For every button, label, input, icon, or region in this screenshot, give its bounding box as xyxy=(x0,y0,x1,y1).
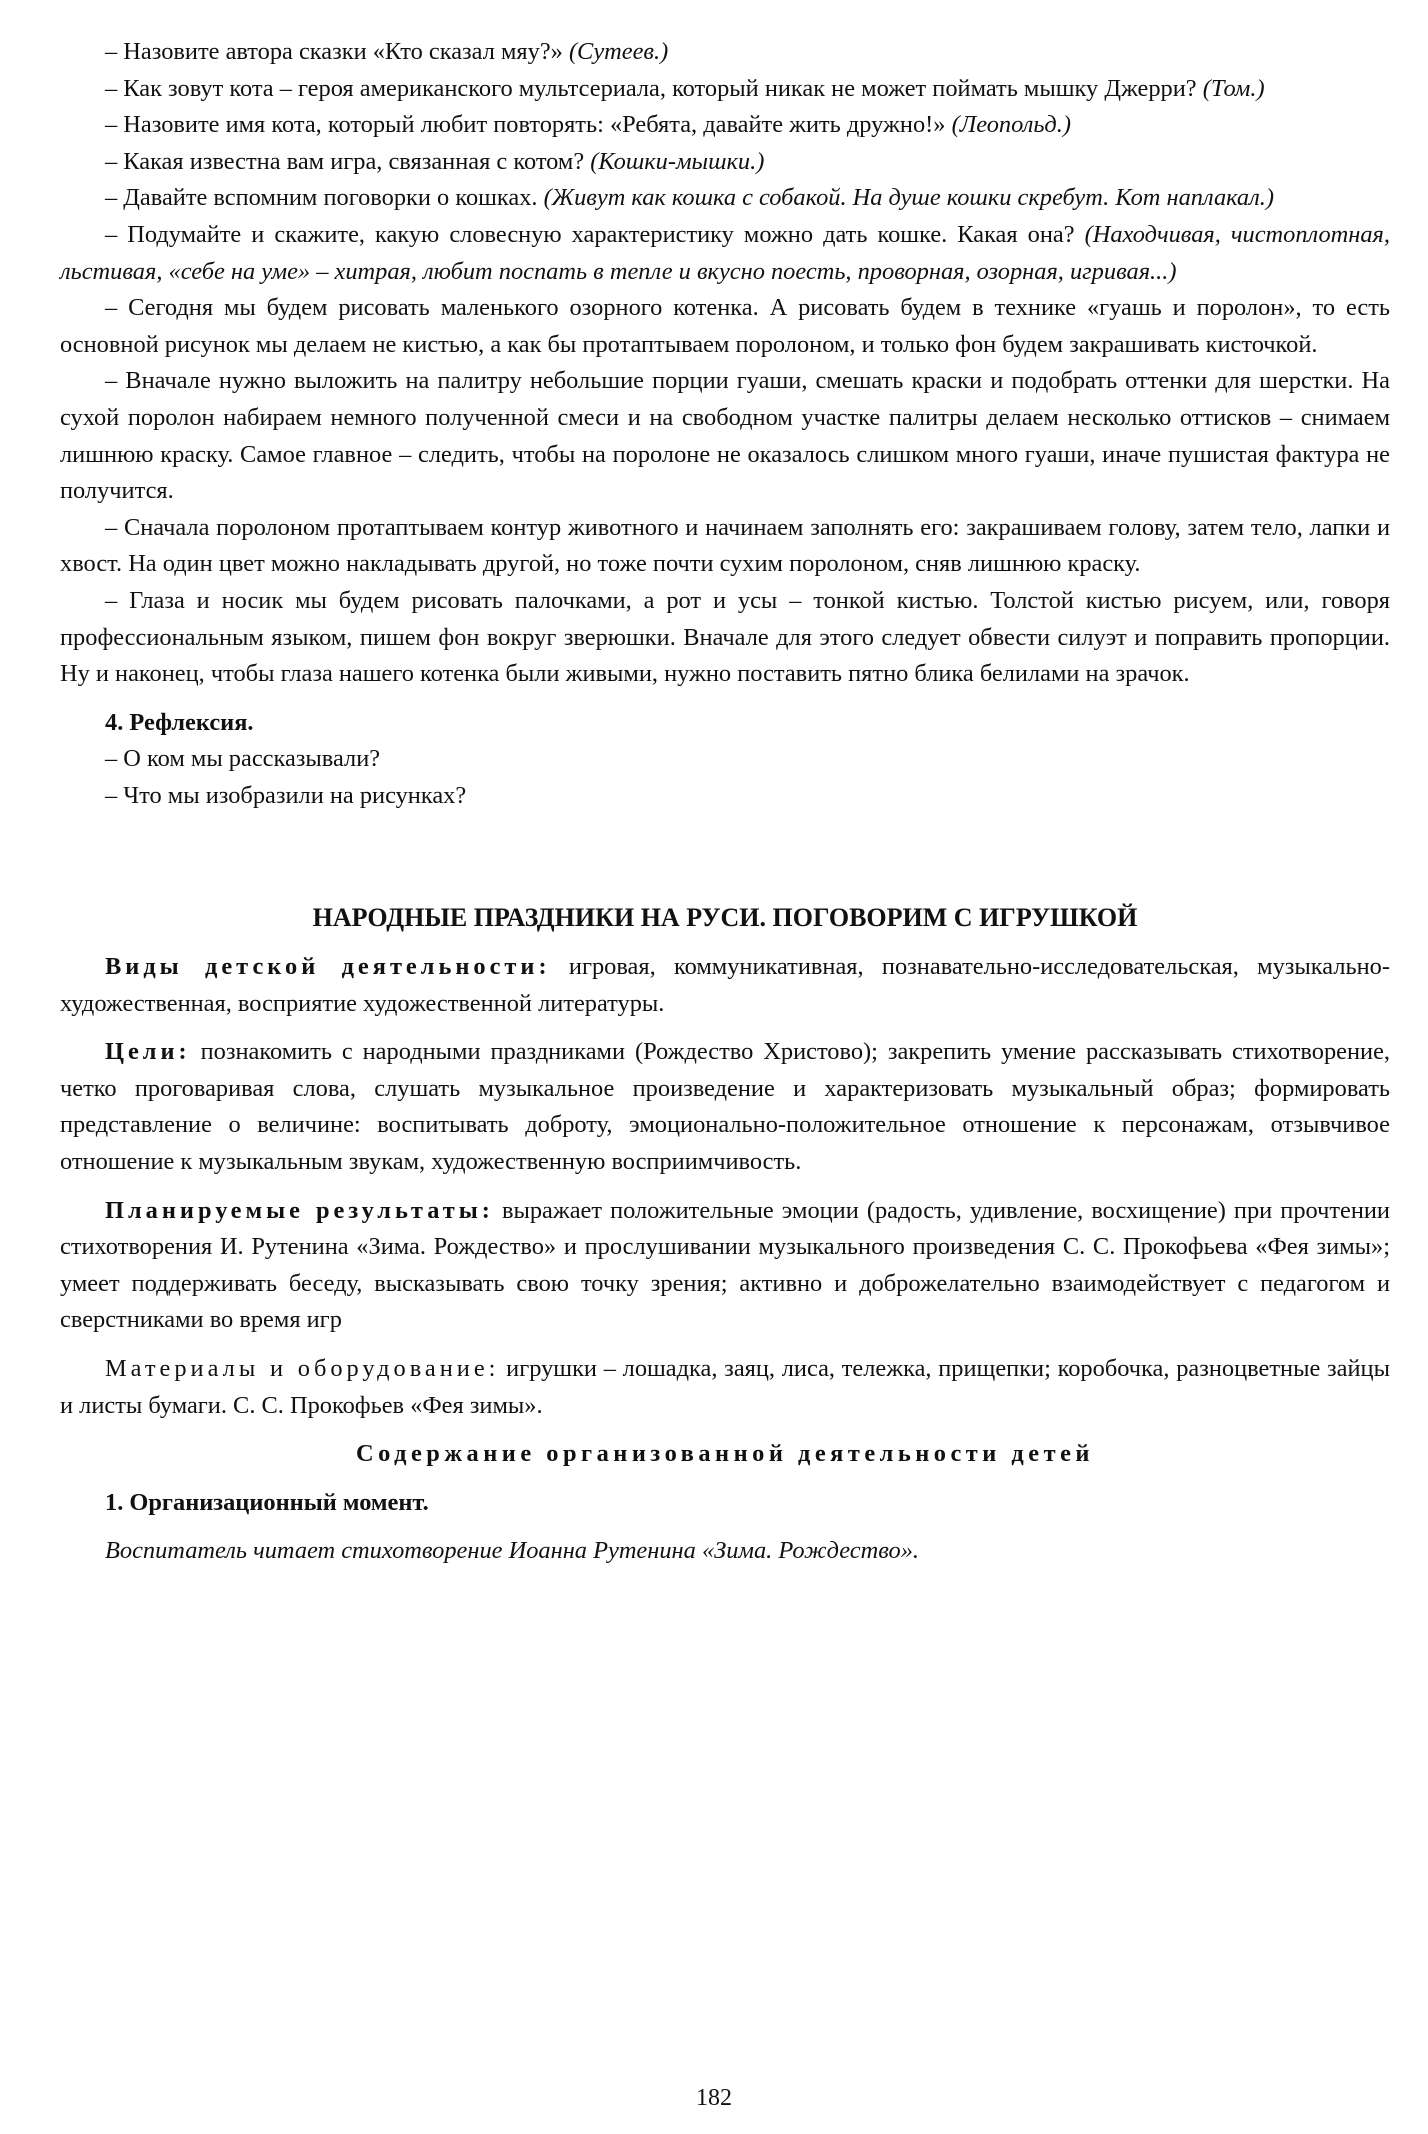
step-text: Воспитатель читает стихотворение Иоанна Рутенина «Зима. Рождество». xyxy=(105,1537,920,1565)
step-heading: 1. Организационный момент. xyxy=(105,1488,429,1516)
page-body xyxy=(60,34,1390,1570)
section-title: НАРОДНЫЕ ПРАЗДНИКИ НА РУСИ. ПОГОВОРИМ С ИГРУШКОЙ xyxy=(312,903,1138,933)
content-heading: Содержание организованной деятельности детей xyxy=(356,1440,1094,1468)
reflection-heading: 4. Рефлексия. xyxy=(105,708,254,736)
paragraph: – Вначале нужно выложить на палитру небольшие порции гуаши, смешать краски и подобрать оттенки для шерстки. На сухой поролон набираем немного полученной смеси и на свободном участке палитры делаем несколько оттисков – снимаем лишнюю краску. Самое главное – следить, чтобы на поролоне не оказалось слишком много гуаши, иначе пушистая фактура не получится. xyxy=(60,367,1390,505)
paragraph: – Подумайте и скажите, какую словесную характеристику можно дать кошке. Какая она? (Находчивая, чистоплотная, льстивая, «себе на уме» – хитрая, любит поспать в тепле и вкусно поесть, проворная, озорная, игривая...) xyxy=(60,220,1390,285)
goals-paragraph: Цели: познакомить с народными праздниками (Рождество Христово); закрепить умение рассказывать стихотворение, четко проговаривая слова, слушать музыкальное произведение и характеризовать музыкальный образ; формировать представление о величине: воспитывать доброту, эмоционально-положительное отношение к персонажам, отзывчивое отношение к музыкальным звукам, художественную восприимчивость. xyxy=(60,1038,1390,1176)
materials-paragraph: Материалы и оборудование: игрушки – лошадка, заяц, лиса, тележка, прищепки; коробочка, разноцветные зайцы и листы бумаги. С. С. Прокофьев «Фея зимы». xyxy=(60,1355,1390,1419)
activities-paragraph: Виды детской деятельности: игровая, коммуникативная, познавательно-исследовательская, музыкально-художественная, восприятие художественной литературы. xyxy=(60,953,1390,1017)
paragraph: – Назовите имя кота, который любит повторять: «Ребята, давайте жить дружно!» (Леопольд.) xyxy=(105,111,1071,139)
paragraph: – Сначала поролоном протаптываем контур животного и начинаем заполнять его: закрашиваем голову, затем тело, лапки и хвост. На один цвет можно накладывать другой, но тоже почти сухим поролоном, сняв лишнюю краску. xyxy=(60,513,1390,578)
paragraph: – Давайте вспомним поговорки о кошках. (Живут как кошка с собакой. На душе кошки скребут. Кот наплакал.) xyxy=(105,184,1274,212)
page-number: 182 xyxy=(696,2085,732,2111)
reflection-line: – Что мы изобразили на рисунках? xyxy=(105,781,467,809)
paragraph: – Глаза и носик мы будем рисовать палочками, а рот и усы – тонкой кистью. Толстой кистью рисуем, или, говоря профессиональным языком, пишем фон вокруг зверюшки. Вначале для этого следует обвести силуэт и поправить пропорции. Ну и наконец, чтобы глаза нашего котенка были живыми, нужно поставить пятно блика белилами на зрачок. xyxy=(60,586,1390,688)
paragraph: – Какая известна вам игра, связанная с котом? (Кошки-мышки.) xyxy=(105,147,765,175)
reflection-line: – О ком мы рассказывали? xyxy=(105,745,381,773)
paragraph: – Как зовут кота – героя американского мультсериала, который никак не может поймать мышку Джерри? (Том.) xyxy=(105,74,1265,102)
paragraph: – Назовите автора сказки «Кто сказал мяу?» (Сутеев.) xyxy=(105,38,669,65)
results-paragraph: Планируемые результаты: выражает положительные эмоции (радость, удивление, восхищение) при прочтении стихотворения И. Рутенина «Зима. Рождество» и прослушивании музыкального произведения С. С. Прокофьева «Фея зимы»; умеет поддерживать беседу, высказывать свою точку зрения; активно и доброжелательно взаимодействует с педагогом и сверстниками во время игр xyxy=(60,1196,1390,1334)
paragraph: – Сегодня мы будем рисовать маленького озорного котенка. А рисовать будем в технике «гуашь и поролон», то есть основной рисунок мы делаем не кистью, а как бы протаптываем поролоном, и только фон будем закрашивать кисточкой. xyxy=(60,294,1390,358)
